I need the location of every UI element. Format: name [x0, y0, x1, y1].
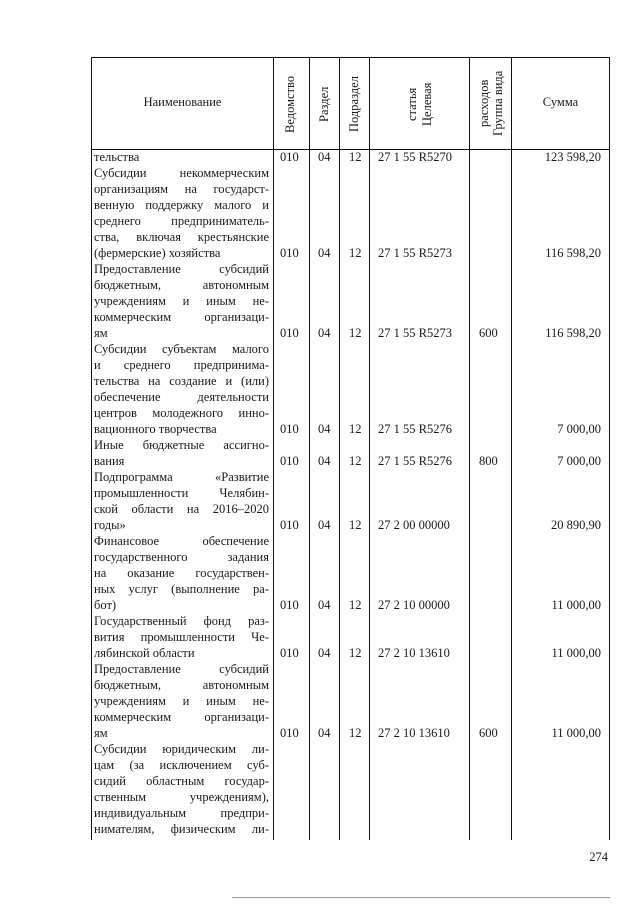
row-10-name-line: ственным учреждениям), — [94, 790, 269, 804]
row-9-name-line: Предоставление субсидий — [94, 662, 269, 676]
row-9-name — [94, 661, 269, 741]
row-9-sub: 12 — [349, 726, 362, 740]
row-5-name-line: вания — [94, 454, 125, 468]
row-4-name-line: и среднего предпринима- — [94, 358, 269, 372]
header-dept: Ведомство — [283, 75, 297, 133]
row-5-name-line: Иные бюджетные ассигно- — [94, 438, 269, 452]
row-9-name-line: коммерческим организаци- — [94, 710, 269, 724]
row-2-section: 04 — [318, 246, 331, 260]
row-6-name-line: ской области на 2016–2020 — [94, 502, 269, 516]
row-8-sum: 11 000,00 — [551, 646, 601, 660]
row-3-name-line: учреждениям и иным не- — [94, 294, 269, 308]
row-6-name-line: Подпрограмма «Развитие — [94, 470, 269, 484]
row-10-name-line: индивидуальным предпри- — [94, 806, 269, 820]
row-4-name — [94, 341, 269, 437]
row-3-name-line: Предоставление субсидий — [94, 262, 269, 276]
row-4-name-line: тельства на создание и (или) — [94, 374, 269, 388]
row-1-section: 04 — [318, 150, 331, 164]
row-2-dept: 010 — [280, 246, 299, 260]
row-10-name — [94, 741, 269, 837]
row-1-sum: 123 598,20 — [544, 150, 601, 164]
row-2-sum: 116 598,20 — [545, 246, 601, 260]
row-6-dept: 010 — [280, 518, 299, 532]
row-5-group: 800 — [479, 454, 498, 468]
row-10-name-line: нимателям, физическим ли- — [94, 822, 269, 836]
row-6-section: 04 — [318, 518, 331, 532]
row-5-section: 04 — [318, 454, 331, 468]
row-1-name — [94, 149, 269, 165]
header-target-line1: Целевая — [419, 82, 434, 126]
row-3-name-line: бюджетным, автономным — [94, 278, 269, 292]
col-border-0 — [91, 57, 92, 840]
row-2-sub: 12 — [349, 246, 362, 260]
row-7-name-line: государственного задания — [94, 550, 269, 564]
row-4-name-line: центров молодежного инно- — [94, 406, 269, 420]
row-4-sum: 7 000,00 — [557, 422, 601, 436]
header-target — [403, 66, 435, 142]
row-10-name-line: цам (за исключением суб- — [94, 758, 269, 772]
row-3-group: 600 — [479, 326, 498, 340]
row-5-sub: 12 — [349, 454, 362, 468]
header-sum: Сумма — [542, 95, 579, 109]
header-group — [475, 58, 507, 148]
header-target-line2: статья — [404, 87, 419, 121]
row-5-dept: 010 — [280, 454, 299, 468]
row-7-sub: 12 — [349, 598, 362, 612]
row-9-name-line: учреждениям и иным не- — [94, 694, 269, 708]
table-top-border — [91, 57, 610, 58]
row-4-sub: 12 — [349, 422, 362, 436]
row-4-dept: 010 — [280, 422, 299, 436]
row-5-target: 27 1 55 R5276 — [378, 454, 452, 468]
row-1-dept: 010 — [280, 150, 299, 164]
row-5-sum: 7 000,00 — [557, 454, 601, 468]
row-7-target: 27 2 10 00000 — [378, 598, 450, 612]
row-2-name-line: Субсидии некоммерческим — [94, 166, 269, 180]
col-border-4 — [369, 57, 370, 840]
row-9-group: 600 — [479, 726, 498, 740]
row-7-section: 04 — [318, 598, 331, 612]
row-9-dept: 010 — [280, 726, 299, 740]
row-7-name-line: ных услуг (выполнение ра- — [94, 582, 269, 596]
header-name: Наименование — [143, 95, 222, 109]
row-2-name — [94, 165, 269, 261]
row-3-section: 04 — [318, 326, 331, 340]
row-8-name-line: Государственный фонд раз- — [94, 614, 269, 628]
row-8-name-line: лябинской области — [94, 646, 195, 660]
row-3-name-line: коммерческим организаци- — [94, 310, 269, 324]
col-border-7 — [609, 57, 610, 840]
row-1-target: 27 1 55 R5270 — [378, 150, 452, 164]
row-3-name — [94, 261, 269, 341]
row-6-sum: 20 890,90 — [551, 518, 601, 532]
row-7-name — [94, 533, 269, 613]
col-border-1 — [273, 57, 274, 840]
row-4-target: 27 1 55 R5276 — [378, 422, 452, 436]
row-8-dept: 010 — [280, 646, 299, 660]
row-8-sub: 12 — [349, 646, 362, 660]
row-2-name-line: среднего предприниматель- — [94, 214, 269, 228]
header-section: Раздел — [317, 86, 331, 122]
row-1-name-line: тельства — [94, 150, 140, 164]
row-8-section: 04 — [318, 646, 331, 660]
row-10-name-line: сидий областным государ- — [94, 774, 269, 788]
row-9-target: 27 2 10 13610 — [378, 726, 450, 740]
col-border-5 — [469, 57, 470, 840]
row-4-name-line: вационного творчества — [94, 422, 217, 436]
col-border-3 — [339, 57, 340, 840]
row-4-section: 04 — [318, 422, 331, 436]
row-2-name-line: венную поддержку малого и — [94, 198, 269, 212]
header-group-line2: расходов — [477, 79, 491, 127]
col-border-2 — [309, 57, 310, 840]
row-7-dept: 010 — [280, 598, 299, 612]
row-9-section: 04 — [318, 726, 331, 740]
page-number: 274 — [589, 850, 608, 864]
header-group-line1: Группа вида — [491, 70, 505, 136]
row-8-target: 27 2 10 13610 — [378, 646, 450, 660]
header-subsection: Подраздел — [347, 76, 361, 132]
row-7-sum: 11 000,00 — [551, 598, 601, 612]
row-9-sum: 11 000,00 — [551, 726, 601, 740]
row-4-name-line: Субсидии субъектам малого — [94, 342, 269, 356]
row-2-name-line: (фермерские) хозяйства — [94, 246, 221, 260]
row-9-name-line: ям — [94, 726, 108, 740]
row-6-name-line: промышленности Челябин- — [94, 486, 269, 500]
row-8-name-line: вития промышленности Че- — [94, 630, 269, 644]
footer-divider — [232, 897, 610, 898]
row-3-target: 27 1 55 R5273 — [378, 326, 452, 340]
row-7-name-line: на оказание государствен- — [94, 566, 269, 580]
row-9-name-line: бюджетным, автономным — [94, 678, 269, 692]
row-3-sum: 116 598,20 — [545, 326, 601, 340]
row-5-name — [94, 437, 269, 469]
row-2-target: 27 1 55 R5273 — [378, 246, 452, 260]
row-3-dept: 010 — [280, 326, 299, 340]
row-3-sub: 12 — [349, 326, 362, 340]
row-6-sub: 12 — [349, 518, 362, 532]
row-3-name-line: ям — [94, 326, 108, 340]
col-border-6 — [511, 57, 512, 840]
row-4-name-line: обеспечение деятельности — [94, 390, 269, 404]
row-2-name-line: организациям на государст- — [94, 182, 269, 196]
row-6-target: 27 2 00 00000 — [378, 518, 450, 532]
row-10-name-line: Субсидии юридическим ли- — [94, 742, 269, 756]
row-8-name — [94, 613, 269, 661]
row-6-name-line: годы» — [94, 518, 126, 532]
row-2-name-line: ства, включая крестьянские — [94, 230, 269, 244]
row-7-name-line: Финансовое обеспечение — [94, 534, 269, 548]
row-7-name-line: бот) — [94, 598, 117, 612]
row-6-name — [94, 469, 269, 533]
row-1-sub: 12 — [349, 150, 362, 164]
